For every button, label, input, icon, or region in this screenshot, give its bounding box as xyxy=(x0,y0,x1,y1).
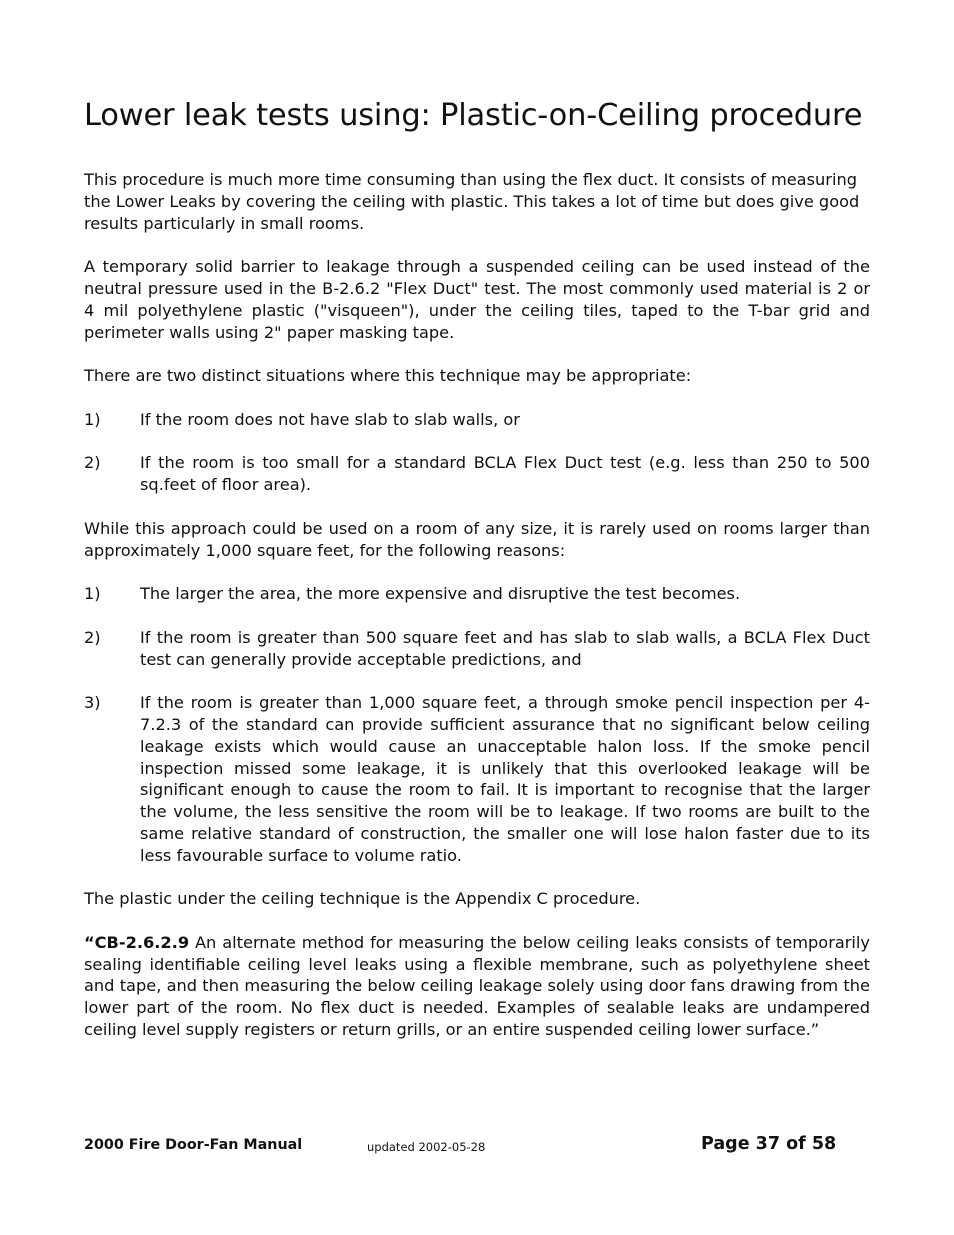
barrier-paragraph: A temporary solid barrier to leakage through a suspended ceiling can be used instead of the neutral pressure used in the B-2.6.2 "Flex Duct" test. The most commonly used material is 2 or 4 mil polyethylene plastic ("visqueen"), under the ceiling tiles, taped to the T-bar grid and perimeter walls using 2" paper masking tape. xyxy=(84,257,870,342)
list-number: 2) xyxy=(84,627,101,647)
quote-reference: “CB-2.6.2.9 xyxy=(84,932,190,952)
quote-paragraph xyxy=(84,932,870,1041)
list-text: If the room does not have slab to slab walls, or xyxy=(140,409,520,429)
list-number: 1) xyxy=(84,409,101,429)
document-body xyxy=(84,169,870,1041)
appendix-paragraph: The plastic under the ceiling technique is the Appendix C procedure. xyxy=(84,889,641,909)
list-text: If the room is greater than 1,000 square feet, a through smoke pencil inspection per 4-7.2.3 of the standard can provide sufficient assurance that no significant below ceiling leakage exists which would cause an unacceptable halon loss. If the smoke pencil inspection missed some leakage, it is unlikely that this overlooked leakage will be significant enough to cause the room to fail. It is important to recognise that the larger the volume, the less sensitive the room will be to leakage. If two rooms are built to the same relative standard of construction, the smaller one will lose halon faster due to its less favourable surface to volume ratio. xyxy=(140,693,870,865)
quote-text: An alternate method for measuring the below ceiling leaks consists of temporarily sealing identifiable ceiling level leaks using a flexible membrane, such as polyethylene sheet and tape, and then measuring the below ceiling leakage solely using door fans drawing from the lower part of the room. No flex duct is needed. Examples of sealable leaks are undampered ceiling level supply registers or return grills, or an entire suspended ceiling lower surface.” xyxy=(84,932,870,1040)
footer-page-number: Page 37 of 58 xyxy=(701,1134,837,1154)
page-footer xyxy=(84,1134,870,1158)
page-title: Lower leak tests using: Plastic-on-Ceiling procedure xyxy=(84,98,863,133)
footer-updated-date: updated 2002-05-28 xyxy=(367,1140,486,1154)
list-item xyxy=(84,452,870,496)
list-number: 2) xyxy=(84,453,101,473)
list-item xyxy=(84,627,870,671)
list-item xyxy=(84,583,870,605)
list-text: The larger the area, the more expensive and disruptive the test becomes. xyxy=(140,584,741,604)
list-item xyxy=(84,692,870,866)
list-item xyxy=(84,409,870,431)
situations-intro: There are two distinct situations where this technique may be appropriate: xyxy=(84,366,692,386)
reasons-intro: While this approach could be used on a room of any size, it is rarely used on rooms larger than approximately 1,000 square feet, for the following reasons: xyxy=(84,518,870,560)
list-text: If the room is greater than 500 square feet and has slab to slab walls, a BCLA Flex Duct test can generally provide acceptable predictions, and xyxy=(140,627,870,669)
list-number: 3) xyxy=(84,693,101,713)
list-number: 1) xyxy=(84,584,101,604)
intro-paragraph: This procedure is much more time consuming than using the flex duct. It consists of measuring the Lower Leaks by covering the ceiling with plastic. This takes a lot of time but does give good results particularly in small rooms. xyxy=(84,170,860,233)
footer-manual-title: 2000 Fire Door-Fan Manual xyxy=(84,1137,303,1153)
list-text: If the room is too small for a standard BCLA Flex Duct test (e.g. less than 250 to 500 sq.feet of floor area). xyxy=(140,453,870,495)
document-page xyxy=(84,96,870,1063)
